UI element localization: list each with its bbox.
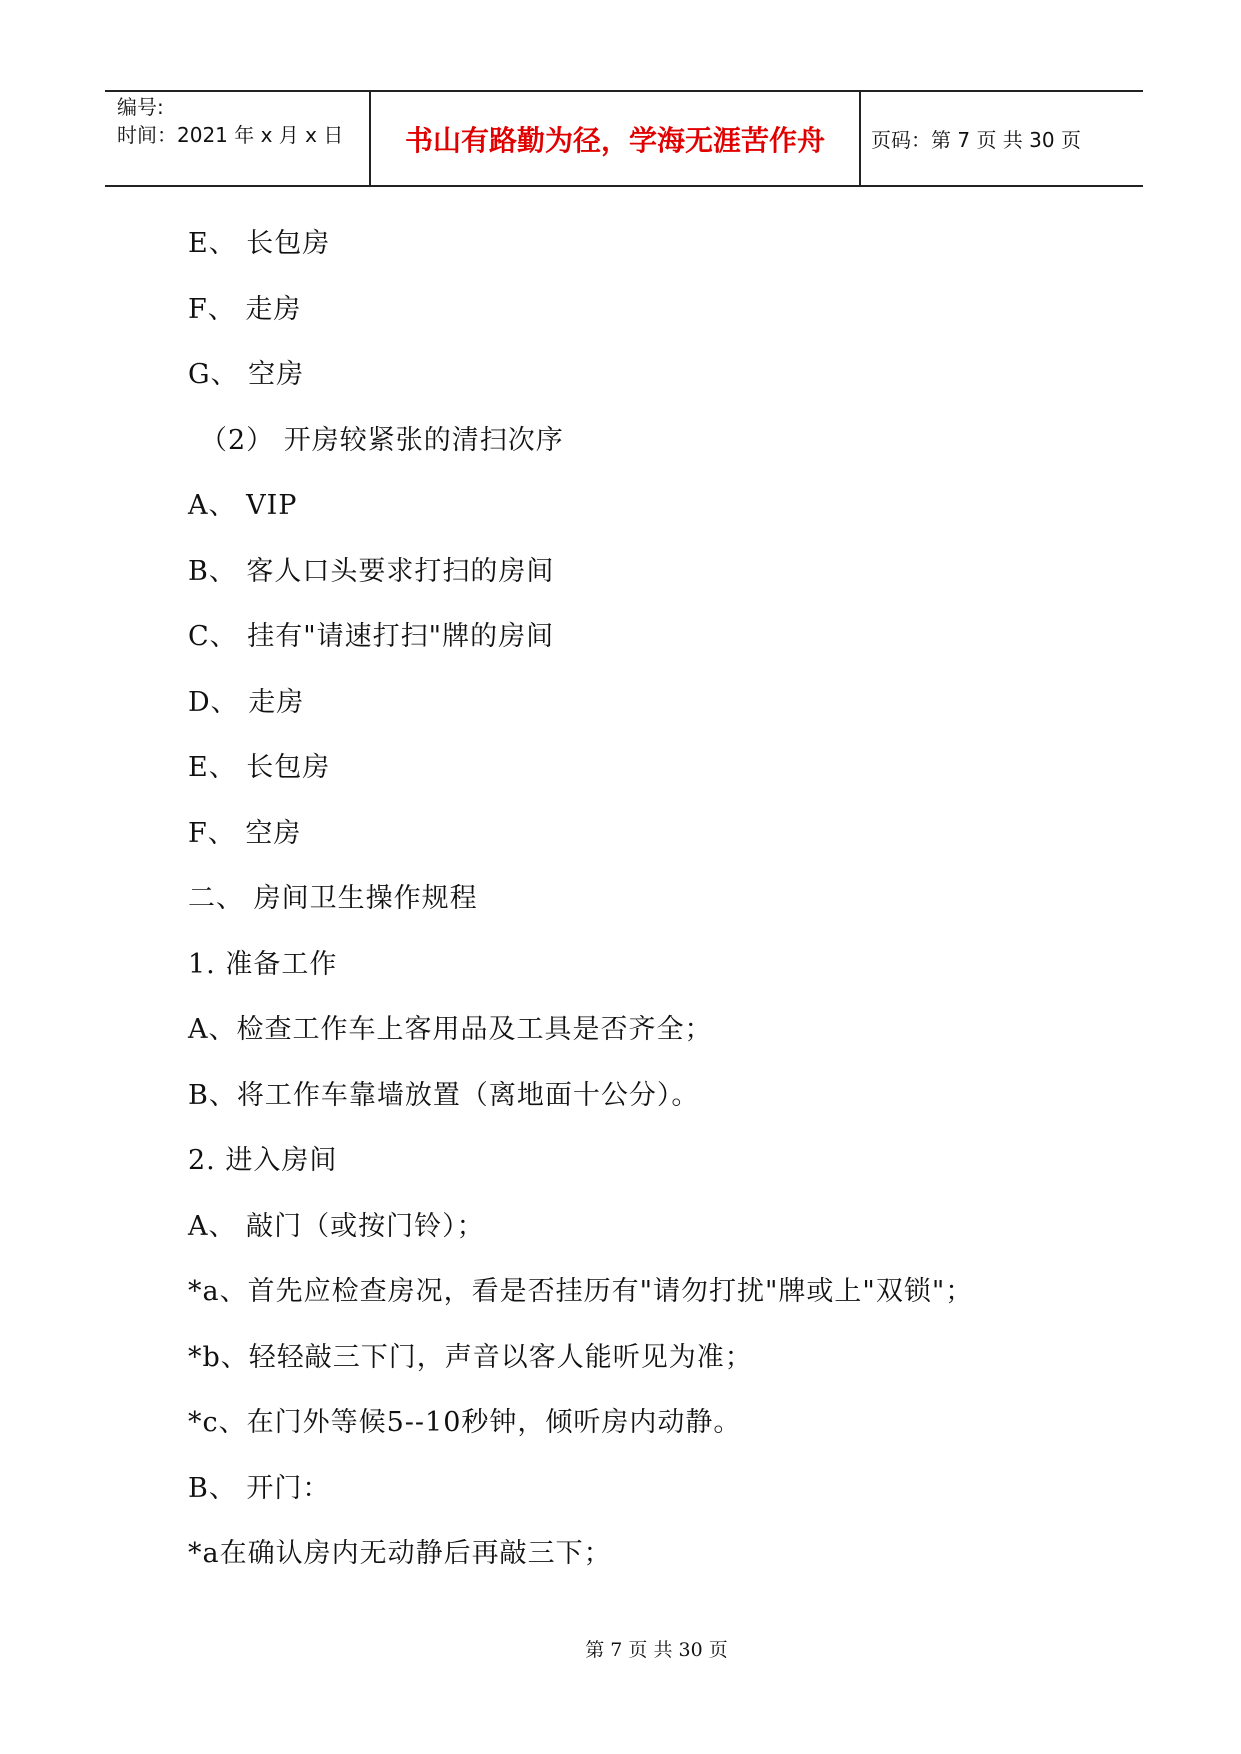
body-line: *c、在门外等候5--10秒钟，倾听房内动静。 xyxy=(188,1407,742,1438)
section-heading: 二、 房间卫生操作规程 xyxy=(188,883,478,914)
body-line: B、 开门： xyxy=(188,1472,331,1504)
document-body xyxy=(188,220,1128,1596)
body-line: B、将工作车靠墙放置（离地面十公分）。 xyxy=(188,1079,700,1111)
body-line: C、 挂有"请速打扫"牌的房间 xyxy=(188,621,555,652)
body-line: A、 敲门（或按门铃）； xyxy=(188,1210,485,1242)
body-line: F、 走房 xyxy=(188,293,302,325)
subsection-heading: 1. 准备工作 xyxy=(188,948,338,980)
header-page-info: 页码：第 7 页 共 30 页 xyxy=(871,128,1081,152)
page-header xyxy=(105,90,1143,187)
header-meta xyxy=(117,92,367,185)
subsection-heading: 2. 进入房间 xyxy=(188,1145,338,1176)
body-line: D、 走房 xyxy=(188,686,305,718)
page-footer: 第 7 页 共 30 页 xyxy=(585,1639,728,1661)
header-motto: 书山有路勤为径，学海无涯苦作舟 xyxy=(404,123,825,157)
body-line: A、检查工作车上客用品及工具是否齐全； xyxy=(188,1014,713,1045)
body-line: *a在确认房内无动静后再敲三下； xyxy=(188,1538,612,1569)
body-line: E、 长包房 xyxy=(188,228,331,259)
header-divider xyxy=(859,92,861,185)
body-line: G、 空房 xyxy=(188,359,305,390)
doc-time-label: 时间：2021 年 x 月 x 日 xyxy=(117,123,344,147)
body-line: *b、轻轻敲三下门，声音以客人能听见为准； xyxy=(188,1341,753,1373)
section-heading: （2） 开房较紧张的清扫次序 xyxy=(200,424,564,456)
body-line: A、 VIP xyxy=(188,490,298,521)
body-line: B、 客人口头要求打扫的房间 xyxy=(188,555,555,587)
body-line: E、 长包房 xyxy=(188,752,331,783)
doc-number-label: 编号: xyxy=(117,95,164,119)
body-line: F、 空房 xyxy=(188,817,302,849)
body-line: *a、首先应检查房况，看是否挂历有"请勿打扰"牌或上"双锁"； xyxy=(188,1276,974,1307)
